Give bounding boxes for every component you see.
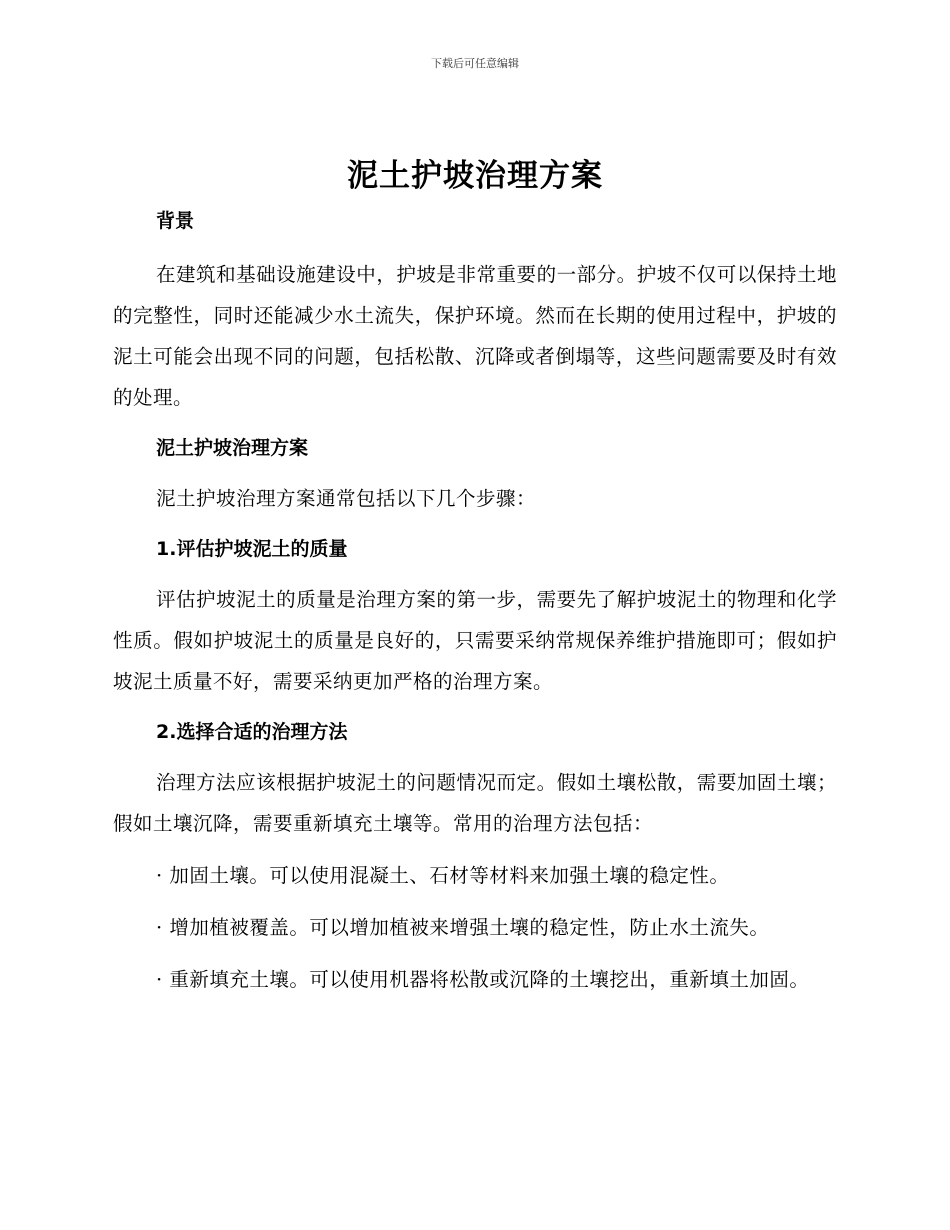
section-heading-background: 背景 (156, 210, 195, 232)
section-heading-step2: 2.选择合适的治理方法 (156, 721, 348, 743)
paragraph-step1: 评估护坡泥土的质量是治理方案的第一步，需要先了解护坡泥土的物理和化学性质。假如护坡泥土的质量是良好的，只需要采纳常规保养维护措施即可；假如护坡泥土质量不好，需要采纳更加严格的治理方案。 (113, 588, 837, 693)
paragraph-step2: 治理方法应该根据护坡泥土的问题情况而定。假如土壤松散，需要加固土壤；假如土壤沉降，需要重新填充土壤等。常用的治理方法包括： (113, 771, 837, 835)
paragraph-plan-intro: 泥土护坡治理方案通常包括以下几个步骤： (156, 487, 537, 510)
list-item-bullet: · 增加植被覆盖。可以增加植被来增强土壤的稳定性，防止水土流失。 (156, 916, 770, 939)
header-note: 下载后可任意编辑 (431, 57, 519, 70)
section-heading-step1: 1.评估护坡泥土的质量 (156, 538, 348, 560)
section-heading-plan: 泥土护坡治理方案 (156, 437, 309, 459)
list-item-bullet: · 重新填充土壤。可以使用机器将松散或沉降的土壤挖出，重新填土加固。 (156, 968, 810, 991)
list-item-bullet: · 加固土壤。可以使用混凝土、石材等材料来加强土壤的稳定性。 (156, 864, 730, 887)
paragraph-background: 在建筑和基础设施建设中，护坡是非常重要的一部分。护坡不仅可以保持土地的完整性，同时还能减少水土流失，保护环境。然而在长期的使用过程中，护坡的泥土可能会出现不同的问题，包括松散、沉降或者倒塌等，这些问题需要及时有效的处理。 (113, 263, 837, 409)
document-body (113, 202, 837, 1000)
document-title: 泥土护坡治理方案 (347, 158, 603, 194)
